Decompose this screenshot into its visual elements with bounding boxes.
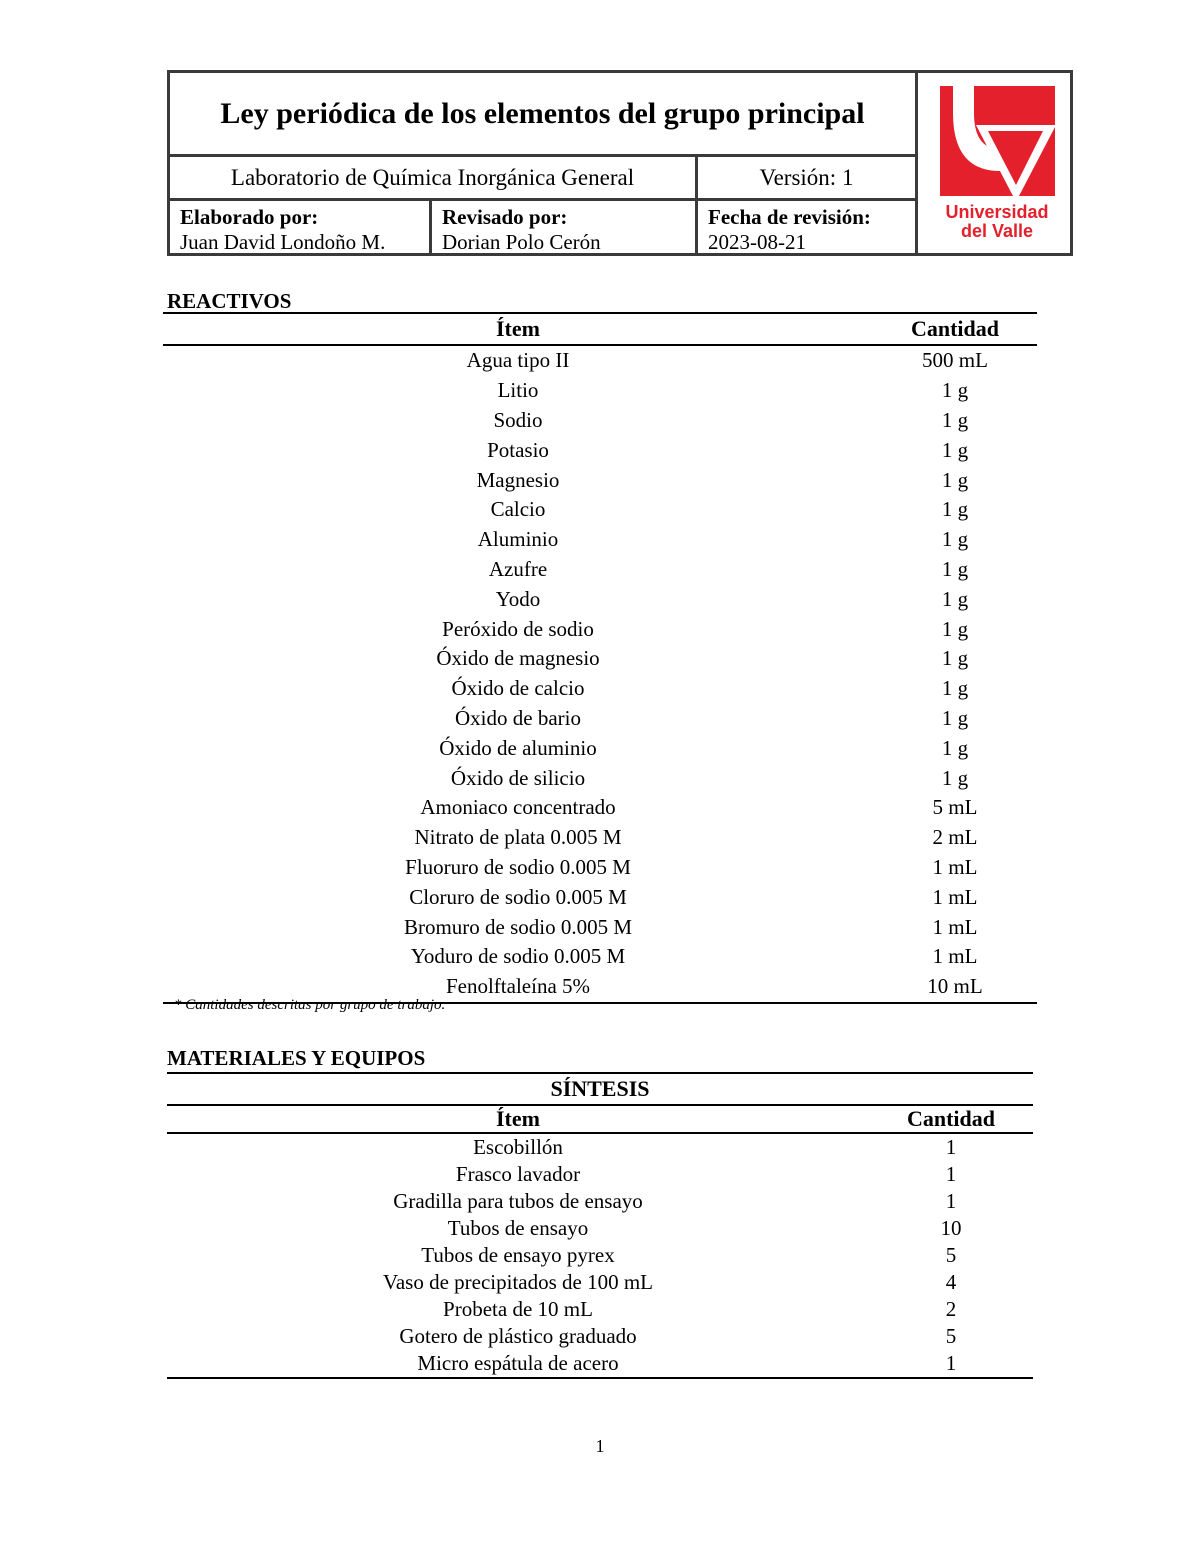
row-qty: 1 g — [941, 765, 969, 790]
row-item: Óxido de silicio — [450, 765, 586, 790]
row-item: Tubos de ensayo — [447, 1216, 589, 1240]
row-qty: 1 g — [941, 467, 969, 492]
row-item: Gotero de plástico graduado — [399, 1324, 637, 1348]
row-qty: 1 mL — [932, 854, 978, 879]
elaborado-label: Elaborado por: — [180, 205, 319, 229]
row-item: Escobillón — [473, 1135, 563, 1159]
elaborado-value: Juan David Londoño M. — [180, 230, 386, 254]
row-qty: 1 — [945, 1135, 957, 1159]
row-qty: 1 g — [941, 705, 969, 730]
materiales-body — [167, 1134, 1033, 1377]
row-item: Nitrato de plata 0.005 M — [414, 825, 622, 850]
version-label: Versión: 1 — [698, 157, 918, 201]
university-logo — [918, 73, 1070, 253]
reactivos-heading: REACTIVOS — [167, 289, 292, 313]
row-item: Óxido de magnesio — [436, 646, 600, 671]
table-row — [163, 525, 1037, 555]
row-item: Óxido de aluminio — [439, 735, 597, 760]
reactivos-table — [163, 312, 1037, 1004]
table-row — [167, 1188, 1033, 1215]
revisado-cell — [432, 201, 698, 253]
row-qty: 5 — [945, 1243, 957, 1267]
reactivos-header-row — [163, 312, 1037, 346]
row-item: Litio — [497, 378, 539, 403]
table-row — [167, 1350, 1033, 1377]
row-qty: 1 g — [941, 646, 969, 671]
row-item: Fenolftaleína 5% — [445, 974, 591, 999]
table-row — [167, 1215, 1033, 1242]
table-row — [163, 823, 1037, 853]
fecha-label: Fecha de revisión: — [708, 205, 871, 229]
row-qty: 5 — [945, 1324, 957, 1348]
elaborado-cell — [170, 201, 432, 253]
table-row — [167, 1269, 1033, 1296]
row-qty: 1 — [945, 1351, 957, 1375]
row-item: Yodo — [495, 586, 541, 611]
table-row — [163, 465, 1037, 495]
row-qty: 1 mL — [932, 884, 978, 909]
row-item: Gradilla para tubos de ensayo — [393, 1189, 643, 1213]
table-row — [163, 912, 1037, 942]
table-row — [163, 555, 1037, 585]
row-qty: 1 mL — [932, 944, 978, 969]
row-qty: 1 g — [941, 616, 969, 641]
document-header — [167, 70, 1073, 256]
reactivos-body — [163, 346, 1037, 1002]
logo-text-line1: Universidad — [945, 202, 1049, 222]
row-qty: 1 g — [941, 407, 969, 432]
table-row — [167, 1134, 1033, 1161]
col-qty-header: Cantidad — [906, 1106, 996, 1131]
table-row — [163, 942, 1037, 972]
col-item-header: Ítem — [496, 316, 540, 341]
fecha-cell — [698, 201, 918, 253]
row-qty: 1 g — [941, 735, 969, 760]
row-item: Amoniaco concentrado — [420, 795, 616, 820]
table-row — [163, 793, 1037, 823]
table-row — [163, 406, 1037, 436]
col-item-header: Ítem — [496, 1106, 540, 1131]
table-row — [163, 733, 1037, 763]
revisado-label: Revisado por: — [442, 205, 568, 229]
row-item: Yoduro de sodio 0.005 M — [410, 944, 626, 969]
table-row — [163, 376, 1037, 406]
fecha-value: 2023-08-21 — [708, 230, 806, 254]
row-item: Azufre — [488, 556, 548, 581]
table-row — [167, 1161, 1033, 1188]
table-row — [163, 763, 1037, 793]
logo-text-line2: del Valle — [960, 221, 1034, 241]
row-item: Peróxido de sodio — [442, 616, 594, 641]
table-row — [163, 882, 1037, 912]
table-row — [163, 704, 1037, 734]
row-item: Potasio — [487, 437, 549, 462]
revisado-value: Dorian Polo Cerón — [442, 230, 601, 254]
reactivos-note: * Cantidades descritas por grupo de trabajo. — [174, 997, 446, 1013]
materiales-header-row — [167, 1104, 1033, 1134]
row-item: Micro espátula de acero — [417, 1351, 619, 1375]
lab-name: Laboratorio de Química Inorgánica General — [170, 157, 698, 201]
row-item: Vaso de precipitados de 100 mL — [382, 1270, 654, 1294]
row-item: Óxido de calcio — [451, 676, 585, 701]
table-row — [163, 614, 1037, 644]
materiales-bottom-rule — [167, 1377, 1033, 1379]
table-row — [167, 1323, 1033, 1350]
table-row — [163, 435, 1037, 465]
row-qty: 2 mL — [932, 825, 978, 850]
table-row — [167, 1242, 1033, 1269]
col-qty-header: Cantidad — [910, 316, 1000, 341]
row-qty: 1 — [945, 1162, 957, 1186]
row-item: Fluoruro de sodio 0.005 M — [405, 854, 631, 879]
row-qty: 1 g — [941, 497, 969, 522]
row-item: Calcio — [490, 497, 546, 522]
row-qty: 1 g — [941, 437, 969, 462]
row-item: Sodio — [493, 407, 543, 432]
row-qty: 1 g — [941, 378, 969, 403]
sintesis-subheading: SÍNTESIS — [167, 1072, 1033, 1104]
row-qty: 10 — [940, 1216, 962, 1240]
row-qty: 1 — [945, 1189, 957, 1213]
row-qty: 4 — [945, 1270, 957, 1294]
row-item: Tubos de ensayo pyrex — [421, 1243, 615, 1267]
table-row — [163, 853, 1037, 883]
row-item: Probeta de 10 mL — [443, 1297, 593, 1321]
materiales-table — [167, 1072, 1033, 1379]
row-item: Magnesio — [476, 467, 560, 492]
row-qty: 1 g — [941, 556, 969, 581]
row-item: Cloruro de sodio 0.005 M — [409, 884, 627, 909]
row-qty: 2 — [945, 1297, 957, 1321]
table-row — [163, 495, 1037, 525]
row-qty: 1 g — [941, 527, 969, 552]
row-qty: 1 g — [941, 676, 969, 701]
table-row — [167, 1296, 1033, 1323]
univalle-logo-icon — [918, 73, 1070, 253]
row-qty: 1 g — [941, 586, 969, 611]
row-qty: 5 mL — [932, 795, 978, 820]
row-qty: 10 mL — [927, 974, 983, 999]
row-qty: 1 mL — [932, 914, 978, 939]
table-row — [163, 644, 1037, 674]
row-item: Óxido de bario — [455, 705, 581, 730]
row-item: Frasco lavador — [455, 1162, 581, 1186]
row-qty: 500 mL — [922, 348, 988, 373]
row-item: Aluminio — [477, 527, 559, 552]
page-number: 1 — [595, 1436, 605, 1456]
document-title: Ley periódica de los elementos del grupo principal — [170, 73, 918, 157]
table-row — [163, 584, 1037, 614]
row-item: Bromuro de sodio 0.005 M — [403, 914, 633, 939]
row-item: Agua tipo II — [466, 348, 570, 373]
materiales-heading: MATERIALES Y EQUIPOS — [167, 1046, 426, 1070]
table-row — [163, 674, 1037, 704]
table-row — [163, 346, 1037, 376]
